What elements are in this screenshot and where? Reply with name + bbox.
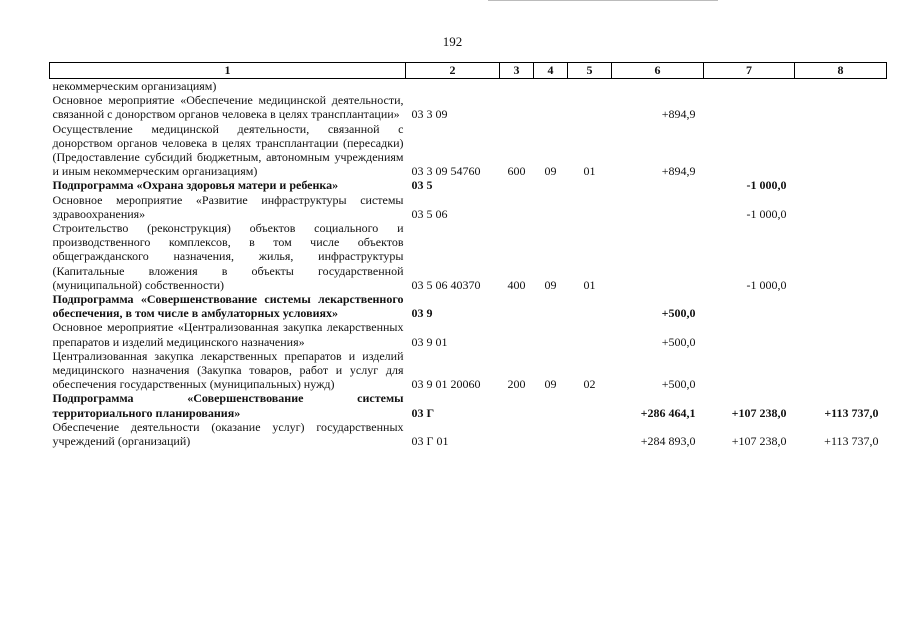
row-pr: [568, 420, 612, 448]
row-amount-2: +107 238,0: [731, 434, 787, 449]
row-pr: [568, 178, 612, 192]
row-amount-3: [795, 178, 887, 192]
row-amount-1: [612, 221, 704, 292]
row-vr: [500, 93, 534, 121]
row-amount-2: [704, 79, 795, 94]
table-row: [50, 320, 887, 348]
row-pr: [568, 193, 612, 221]
row-pr: [568, 79, 612, 94]
header-col-1: 1: [50, 63, 406, 79]
table-row: [50, 420, 887, 448]
row-name: Осуществление медицинской деятельности, связанной с донорством органов человека в целях трансплантации (пересадки) (Предоставление субсидий бюджетным, автономным учреждениям и иным некоммерческим организациям): [52, 121, 404, 179]
row-vr: [500, 391, 534, 419]
row-amount-1: +286 464,1: [640, 405, 696, 420]
row-amount-3: +113 737,0: [824, 405, 879, 420]
row-amount-2: -1 000,0: [746, 178, 787, 193]
row-vr: 200: [507, 377, 526, 392]
table-row: [50, 122, 887, 179]
row-rz: [534, 391, 568, 419]
row-code: [406, 79, 500, 94]
row-amount-1: +500,0: [661, 306, 696, 321]
row-amount-2: -1 000,0: [746, 277, 787, 292]
row-amount-3: +113 737,0: [824, 434, 879, 449]
row-code: 03 5 06: [411, 206, 448, 221]
row-amount-1: [612, 79, 704, 94]
budget-table: [49, 62, 887, 448]
row-rz: [534, 79, 568, 94]
row-amount-1: [612, 178, 704, 192]
row-rz: [534, 193, 568, 221]
row-amount-1: +500,0: [661, 334, 696, 349]
header-col-5: 5: [568, 63, 612, 79]
header-col-4: 4: [534, 63, 568, 79]
row-code: 03 3 09: [411, 107, 448, 122]
table-row: [50, 349, 887, 392]
top-rule: [488, 0, 718, 1]
row-amount-3: [795, 349, 887, 392]
row-name: Основное мероприятие «Централизованная закупка лекарственных препаратов и изделий медицинского назначения»: [52, 320, 404, 349]
row-amount-3: [795, 221, 887, 292]
row-code: 03 9: [411, 306, 433, 321]
table-row: [50, 193, 887, 221]
row-rz: [534, 93, 568, 121]
page-number: 192: [442, 34, 463, 49]
row-pr: [568, 391, 612, 419]
row-pr: 01: [583, 164, 596, 179]
row-amount-2: +107 238,0: [731, 405, 787, 420]
row-amount-3: [795, 292, 887, 320]
row-pr: [568, 93, 612, 121]
row-rz: 09: [544, 164, 557, 179]
header-col-7: 7: [704, 63, 795, 79]
row-rz: [534, 178, 568, 192]
header-col-2: 2: [406, 63, 500, 79]
row-pr: 01: [583, 277, 596, 292]
row-name: Подпрограмма «Охрана здоровья матери и ребенка»: [52, 178, 339, 193]
row-vr: [500, 178, 534, 192]
table-header: [50, 63, 887, 79]
row-pr: [568, 292, 612, 320]
row-amount-3: [795, 93, 887, 121]
row-amount-3: [795, 193, 887, 221]
row-pr: 02: [583, 377, 596, 392]
row-name: Строительство (реконструкция) объектов социального и производственного комплексов, в том числе объектов общегражданского назначения, жилья, инфраструктуры (Капитальные вложения в объекты государственной (муниципальной) собственности): [52, 221, 404, 292]
row-code: 03 9 01 20060: [411, 377, 481, 392]
row-vr: [500, 193, 534, 221]
row-vr: [500, 79, 534, 94]
row-name: Централизованная закупка лекарственных препаратов и изделий медицинского назначения (Закупка товаров, работ и услуг для обеспечения государственных (муниципальных) нужд): [52, 348, 404, 392]
row-amount-2: [704, 93, 795, 121]
row-vr: [500, 292, 534, 320]
row-amount-2: -1 000,0: [746, 206, 787, 221]
row-vr: [500, 420, 534, 448]
row-name: Подпрограмма «Совершенствование системы территориального планирования»: [52, 391, 404, 420]
row-rz: 09: [544, 277, 557, 292]
row-amount-1: +284 893,0: [640, 434, 696, 449]
table-row: [50, 221, 887, 292]
table-row: [50, 79, 887, 94]
row-name: Основное мероприятие «Развитие инфраструктуры системы здравоохранения»: [52, 192, 404, 221]
row-amount-1: [612, 193, 704, 221]
row-rz: [534, 420, 568, 448]
row-vr: 600: [507, 164, 526, 179]
table-row: [50, 292, 887, 320]
row-amount-2: [704, 292, 795, 320]
table-row: [50, 391, 887, 419]
table-row: [50, 178, 887, 192]
row-name: Подпрограмма «Совершенствование системы лекарственного обеспечения, в том числе в амбулаторных условиях»: [52, 292, 404, 321]
row-rz: [534, 292, 568, 320]
row-code: 03 5: [411, 178, 433, 193]
row-code: 03 Г 01: [411, 434, 449, 449]
header-col-3: 3: [500, 63, 534, 79]
row-amount-3: [795, 122, 887, 179]
row-code: 03 3 09 54760: [411, 164, 481, 179]
row-rz: [534, 320, 568, 348]
row-code: 03 Г: [411, 405, 435, 420]
row-code: 03 5 06 40370: [411, 277, 481, 292]
row-amount-1: +894,9: [661, 164, 696, 179]
row-name: Обеспечение деятельности (оказание услуг) государственных учреждений (организаций): [52, 419, 404, 449]
row-name: некоммерческим организациям): [52, 79, 217, 93]
row-amount-2: [704, 320, 795, 348]
row-name: Основное мероприятие «Обеспечение медицинской деятельности, связанной с донорством органов человека в целях трансплантации»: [52, 93, 404, 122]
row-amount-3: [795, 320, 887, 348]
row-vr: [500, 320, 534, 348]
row-amount-1: +894,9: [661, 107, 696, 122]
row-code: 03 9 01: [411, 334, 448, 349]
row-amount-2: [704, 349, 795, 392]
row-vr: 400: [507, 277, 526, 292]
row-pr: [568, 320, 612, 348]
table-body: [50, 79, 887, 449]
row-rz: 09: [544, 377, 557, 392]
row-amount-3: [795, 79, 887, 94]
table-row: [50, 93, 887, 121]
header-col-6: 6: [612, 63, 704, 79]
header-col-8: 8: [795, 63, 887, 79]
row-amount-2: [704, 122, 795, 179]
row-amount-1: +500,0: [661, 377, 696, 392]
